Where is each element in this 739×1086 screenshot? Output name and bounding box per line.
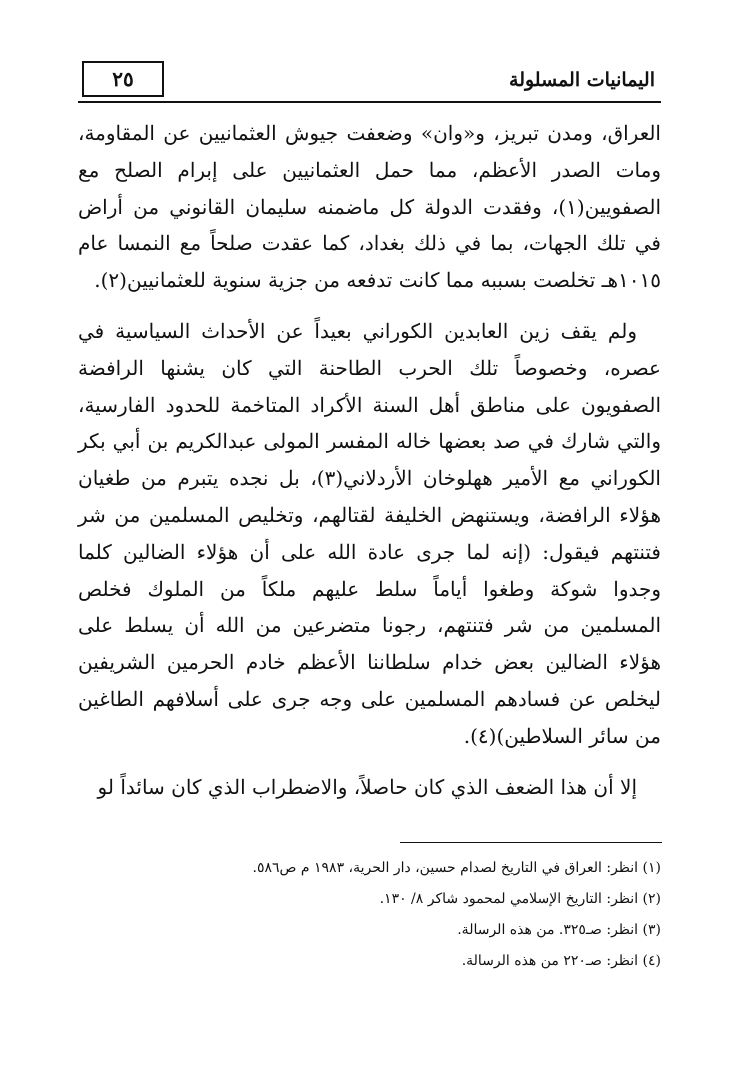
page-number: ٢٥ <box>82 61 164 97</box>
paragraph: ولم يقف زين العابدين الكوراني بعيداً عن الأحداث السياسية في عصره، وخصوصاً تلك الحرب الطاحنة التي كان يشنها الرافضة الصفويون على مناطق أهل السنة الأكراد المتاخمة للحدود الفارسية، والتي شارك في صد بعضها خاله المفسر المولى عبدالكريم بن أبي بكر الكوراني مع الأمير ههلوخان الأردلاني(٣)، بل نجده يتبرم من طغيان هؤلاء الرافضة، ويستنهض الخليفة لقتالهم، وتخليص المسلمين من شر فتنتهم فيقول: (إنه لما جرى عادة الله على أن هؤلاء الضالين كلما وجدوا شوكة وطغوا أياماً سلط عليهم ملكاً من الملوك فخلص المسلمين من شر فتنتهم، رجونا متضرعين من الله أن يسلط على هؤلاء الضالين بعض خدام سلطاننا الأعظم خادم الحرمين الشريفين ليخلص عن فسادهم المسلمين على وجه جرى على أسلافهم الطاغين من سائر السلاطين)(٤). <box>78 318 661 748</box>
footnote: (٣) انظر: صـ٣٢٥. من هذه الرسالة. <box>457 922 661 938</box>
footnote: (١) انظر: العراق في التاريخ لصدام حسين، دار الحرية، ١٩٨٣ م ص٥٨٦. <box>252 860 661 876</box>
paragraph: العراق، ومدن تبريز، و«وان» وضعفت جيوش العثمانيين عن المقاومة، ومات الصدر الأعظم، مما حمل العثمانيين على إبرام الصلح مع الصفويين(١)، وفقدت الدولة كل ماضمنه سليمان القانوني من أراض في تلك الجهات، بما في ذلك بغداد، كما عقدت صلحاً مع النمسا عام ١٠١٥هـ تخلصت بسببه مما كانت تدفعه من جزية سنوية للعثمانيين(٢). <box>78 121 661 293</box>
footnote-divider <box>400 842 662 843</box>
main-text <box>78 115 661 805</box>
paragraph: إلا أن هذا الضعف الذي كان حاصلاً، والاضطراب الذي كان سائداً لو <box>97 774 637 799</box>
running-title: اليمانيات المسلولة <box>509 69 655 91</box>
footnote: (٤) انظر: صـ٢٢٠ من هذه الرسالة. <box>461 953 661 969</box>
footnotes <box>78 853 661 977</box>
footnote: (٢) انظر: التاريخ الإسلامي لمحمود شاكر ٨/ ١٣٠. <box>379 891 661 907</box>
page-header <box>78 55 661 103</box>
